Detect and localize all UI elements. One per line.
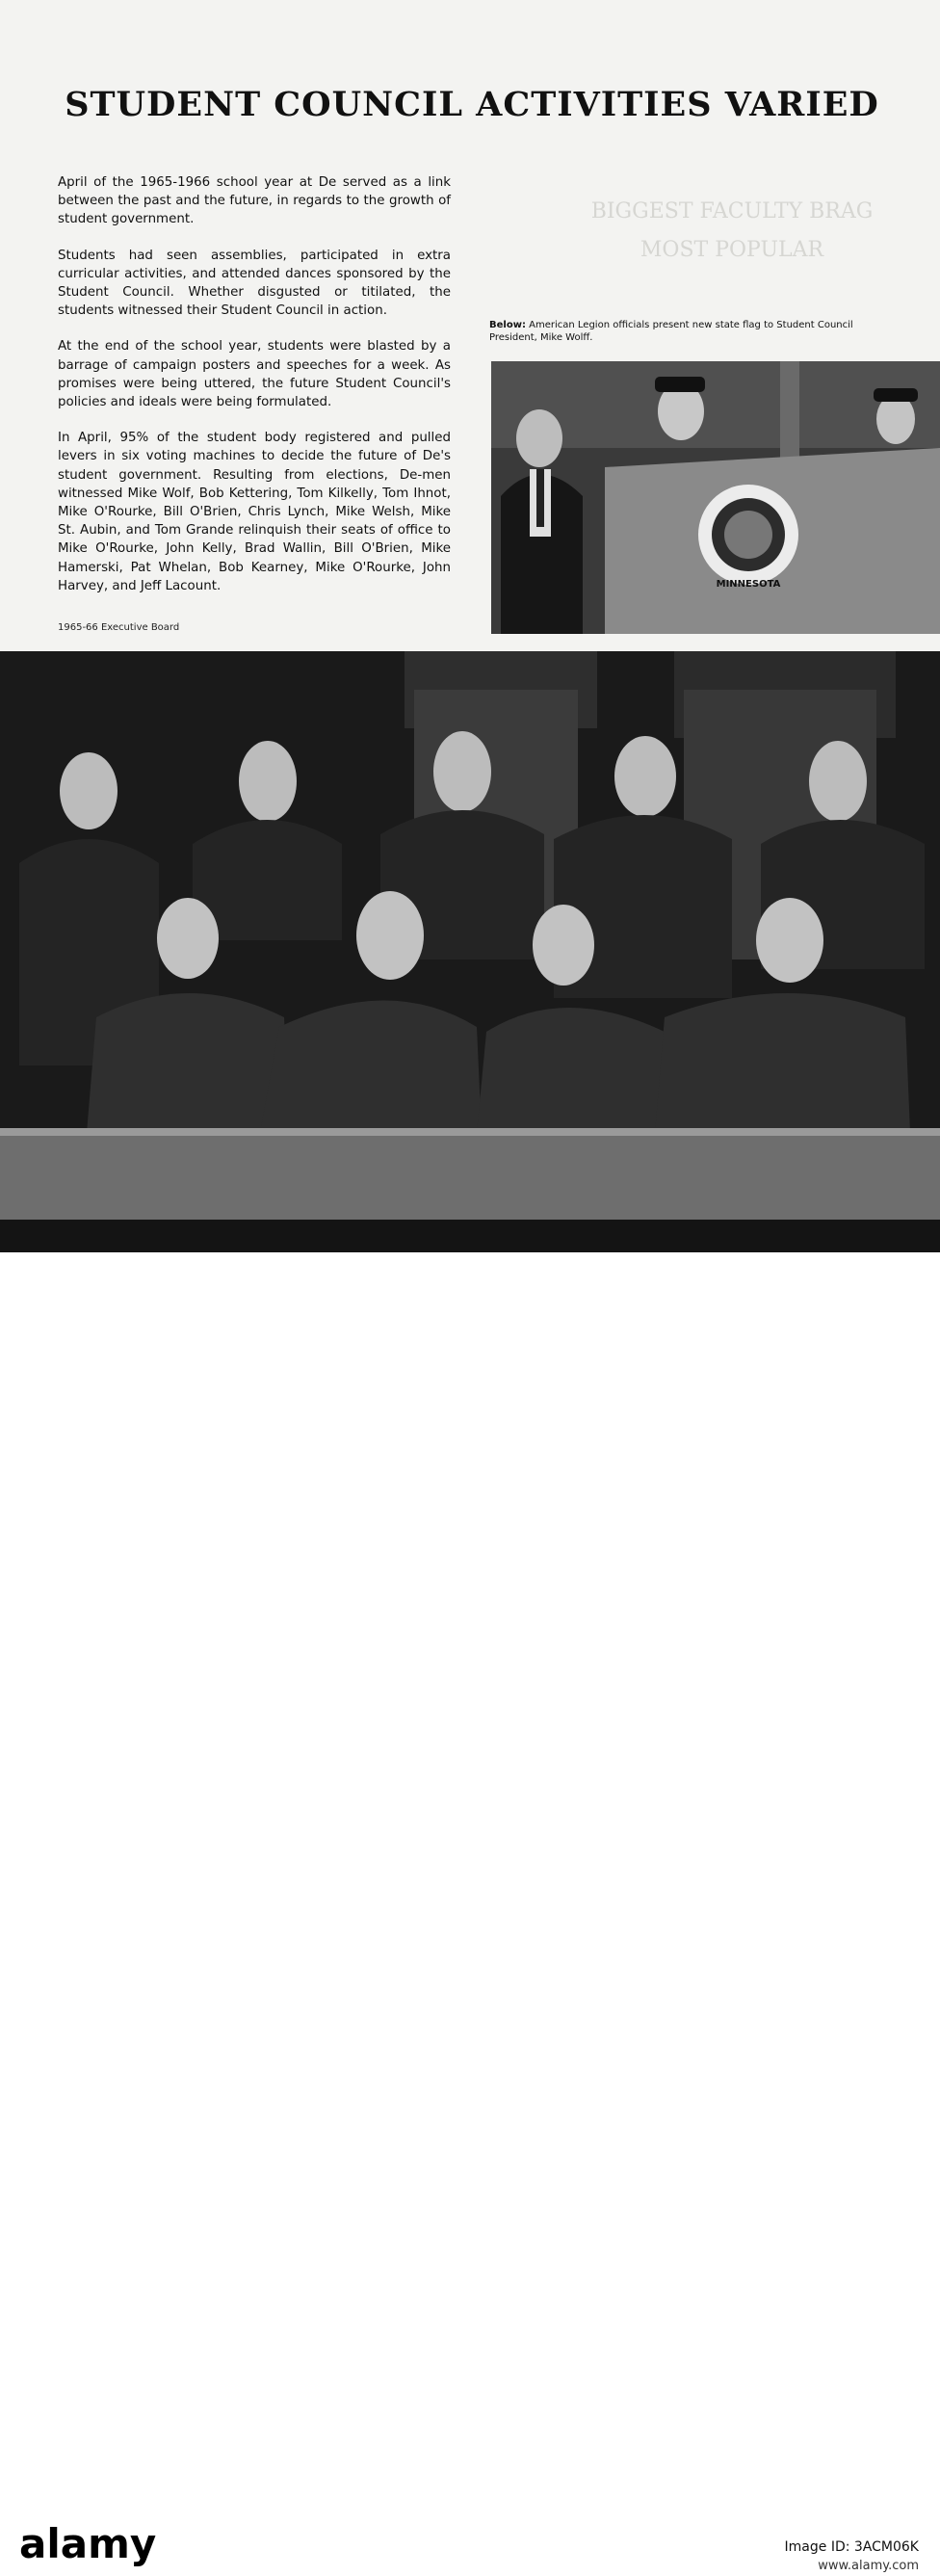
paragraph-1: April of the 1965-1966 school year at De served as a link between the past and the future, in regards to the growth of student government. (58, 175, 451, 227)
page-title: STUDENT COUNCIL ACTIVITIES VARIED (65, 85, 879, 124)
paragraph-4: In April, 95% of the student body registered and pulled levers in six voting machines to decide the future of De's student government. Resulting from elections, De-men witnessed Mike Wolf, Bob Kettering, Tom Kilkelly, Tom Ihnot, Mike O'Rourke, Bill O'Brien, Chris Lynch, Mike Welsh, Mike St. Aubin, and Tom Grande relinquish their seats of office to Mike O'Rourke, John Kelly, Brad Wallin, Bill O'Brien, Mike Hamerski, Pat Whelan, Bob Kearney, Mike O'Rourke, John Harvey, and Jeff Lacount. (58, 431, 451, 593)
yearbook-page (0, 0, 940, 1252)
paragraph-3: At the end of the school year, students were blasted by a barrage of campaign posters and speeches for a week. As promises were being uttered, the future Student Council's policies and ideals were being formulated. (58, 339, 451, 410)
flag-photo-illustration (491, 361, 940, 634)
board-photo-caption: 1965-66 Executive Board (58, 622, 180, 633)
alamy-logo-icon[interactable]: alamy (19, 2520, 157, 2567)
paragraph-2: Students had seen assemblies, participated in extra curricular activities, and attended dances sponsored by the Student Council. Whether disgusted or titilated, the students witnessed their Student Council in action. (58, 248, 451, 319)
image-id: Image ID: 3ACM06K (784, 2539, 919, 2555)
ghost-line-1: BIGGEST FACULTY BRAG (590, 199, 874, 223)
executive-board-photo (0, 651, 940, 1252)
flag-label: MINNESOTA (716, 579, 781, 590)
caption-lead: Below: (489, 320, 526, 330)
flag-photo-caption (489, 319, 884, 344)
stock-footer (0, 1252, 940, 2573)
article-body (58, 173, 451, 613)
caption-text: American Legion officials present new state flag to Student Council President, Mike Wolff. (489, 320, 853, 343)
image-meta (785, 2537, 919, 2576)
site-url[interactable]: www.alamy.com (818, 2559, 919, 2573)
board-photo-illustration (0, 651, 940, 1252)
background-ghost-text (539, 193, 925, 270)
flag-presentation-photo (491, 361, 940, 634)
ghost-line-2: MOST POPULAR (640, 238, 824, 262)
